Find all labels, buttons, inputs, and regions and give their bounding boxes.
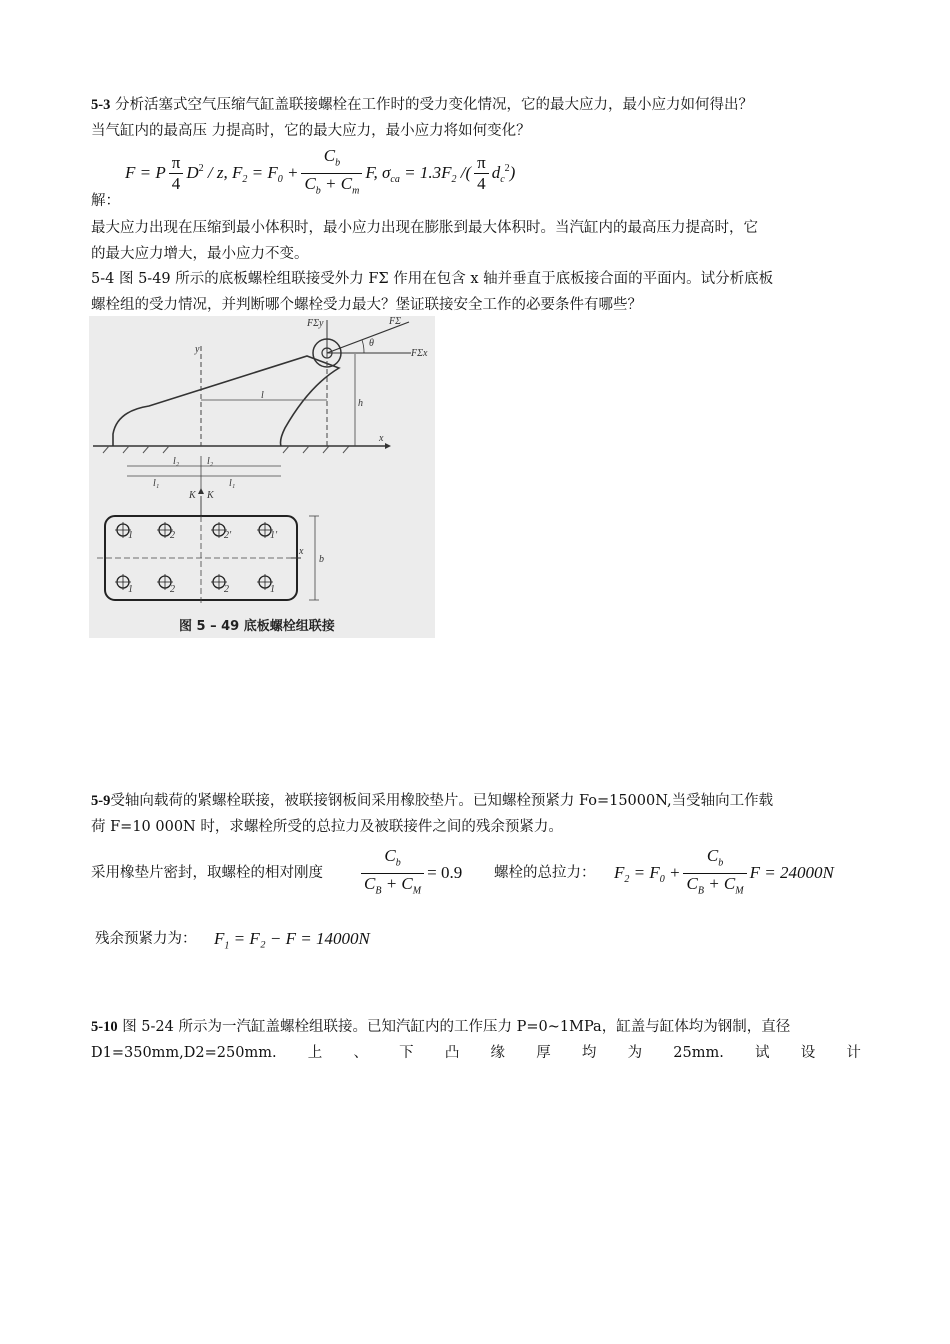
word: 、 [353,1045,368,1061]
formula-5-3: F = P $\frac{\pi}{4}$ $D^2$ / z, $F_2 = F_0$ + $\frac{C_b}{C_b + C_m}$ F, $\sigma_{ca} = 1.3F_2$ /( $\frac{\pi}{4}$ $d_c^2$) [125,146,516,197]
bolt-group-diagram [89,316,435,638]
word: 上 [307,1045,323,1061]
residual-formula: $F_1 = F_2 - F = 14000N$ [214,929,370,952]
label-k-right: K [207,490,214,501]
word: 凸 [444,1045,460,1061]
label-theta: θ [369,338,374,349]
bolt-label: 1 [270,584,275,595]
word: 缘 [490,1045,506,1061]
problem-5-10-question [91,1014,861,1040]
word: 计 [846,1045,861,1061]
total-tension-text: 螺栓的总拉力： [494,865,596,881]
label-f-sigma: FΣ [389,316,402,327]
solution-label: 解： [91,193,120,209]
question-text: 荷 F=10 000N 时，求螺栓所受的总拉力及被联接件之间的残余预紧力。 [91,819,563,835]
word: 厚 [536,1045,551,1061]
answer-text: 最大应力出现在压缩到最小体积时，最小应力出现在膨胀到最大体积时。当汽缸内的最高压力提高时，它 [91,220,758,236]
question-text: 受轴向载荷的紧螺栓联接，被联接钢板间采用橡胶垫片。已知螺栓预紧力 Fo=15000N,当受轴向工作载 [110,793,774,809]
word: 设 [800,1045,816,1061]
problem-5-10-line2 [91,1040,861,1066]
stiffness-text: 采用橡垫片密封，取螺栓的相对刚度 [91,865,323,881]
stiffness-formula: $\frac{C_b}{C_B + C_M}$ = 0.9 [358,846,462,902]
word: 为 [627,1045,643,1061]
figure-caption: 图 5 – 49 底板螺栓组联接 [179,619,335,634]
residual-text: 残余预紧力为： [95,931,197,947]
label-b: b [319,554,324,565]
label-l1-right: l₁ [229,478,236,489]
problem-number: 5-9 [91,793,111,809]
label-l2-right: l₂ [207,456,214,467]
word: 下 [399,1045,414,1061]
total-tension-value: F = 24000N [749,862,834,882]
bolt-label: 2 [224,584,229,595]
label-l: l [261,390,264,401]
stiffness-value: = 0.9 [427,862,463,882]
bolt-label: 1 [128,584,133,595]
question-text: 当气缸内的最高压 力提高时，它的最大应力，最小应力将如何变化？ [91,123,531,139]
residual-value: = F₂ − F = 14000N [233,929,370,948]
label-l2-left: l₂ [173,456,180,467]
figure-5-49-bolt-group [89,316,435,638]
problem-5-3-answer [91,215,861,267]
label-x-axis: x [379,433,384,444]
label-f-sigma-y: FΣy [307,318,324,329]
bolt-label: 1' [270,530,278,541]
label-y-axis: y [195,344,200,355]
label-h: h [358,398,363,409]
word: 25mm. [673,1045,724,1061]
question-text: 螺栓组的受力情况，并判断哪个螺栓受力最大？堡证联接安全工作的必要条件有哪些？ [91,297,642,313]
word: D1=350mm,D2=250mm. [91,1045,277,1061]
problem-number: 5-10 [91,1019,118,1035]
problem-5-4-question [91,266,861,318]
label-l1-left: l₁ [153,478,160,489]
word: 均 [581,1045,597,1061]
question-text: 分析活塞式空气压缩气缸盖联接螺栓在工作时的受力变化情况，它的最大应力，最小应力如何得出？ [110,97,753,113]
problem-5-9-question [91,788,861,840]
bolt-label: 2 [170,530,175,541]
problem-number: 5-4 [91,271,115,287]
bolt-label: 2' [224,530,232,541]
bolt-label: 1 [128,530,133,541]
label-x-plan: x [299,546,304,557]
answer-text: 的最大应力增大，最小应力不变。 [91,246,309,262]
problem-5-3-question [91,92,861,144]
question-text: 图 5-24 所示为一汽缸盖螺栓组联接。已知汽缸内的工作压力 P=0~1MPa，缸盖与缸体均为钢制，直径 [117,1019,791,1035]
word: 试 [755,1045,770,1061]
bolt-label: 2 [170,584,175,595]
question-text: 图 5-49 所示的底板螺栓组联接受外力 FΣ 作用在包含 x 轴并垂直于底板接合面的平面内。试分析底板 [114,271,774,287]
total-tension-formula: $F_2 = F_0$ + $\frac{C_b}{C_B + C_M}$ F = 24000N [614,846,834,897]
label-k-left: K [189,490,196,501]
label-f-sigma-x: FΣx [411,348,428,359]
problem-number: 5-3 [91,97,111,113]
